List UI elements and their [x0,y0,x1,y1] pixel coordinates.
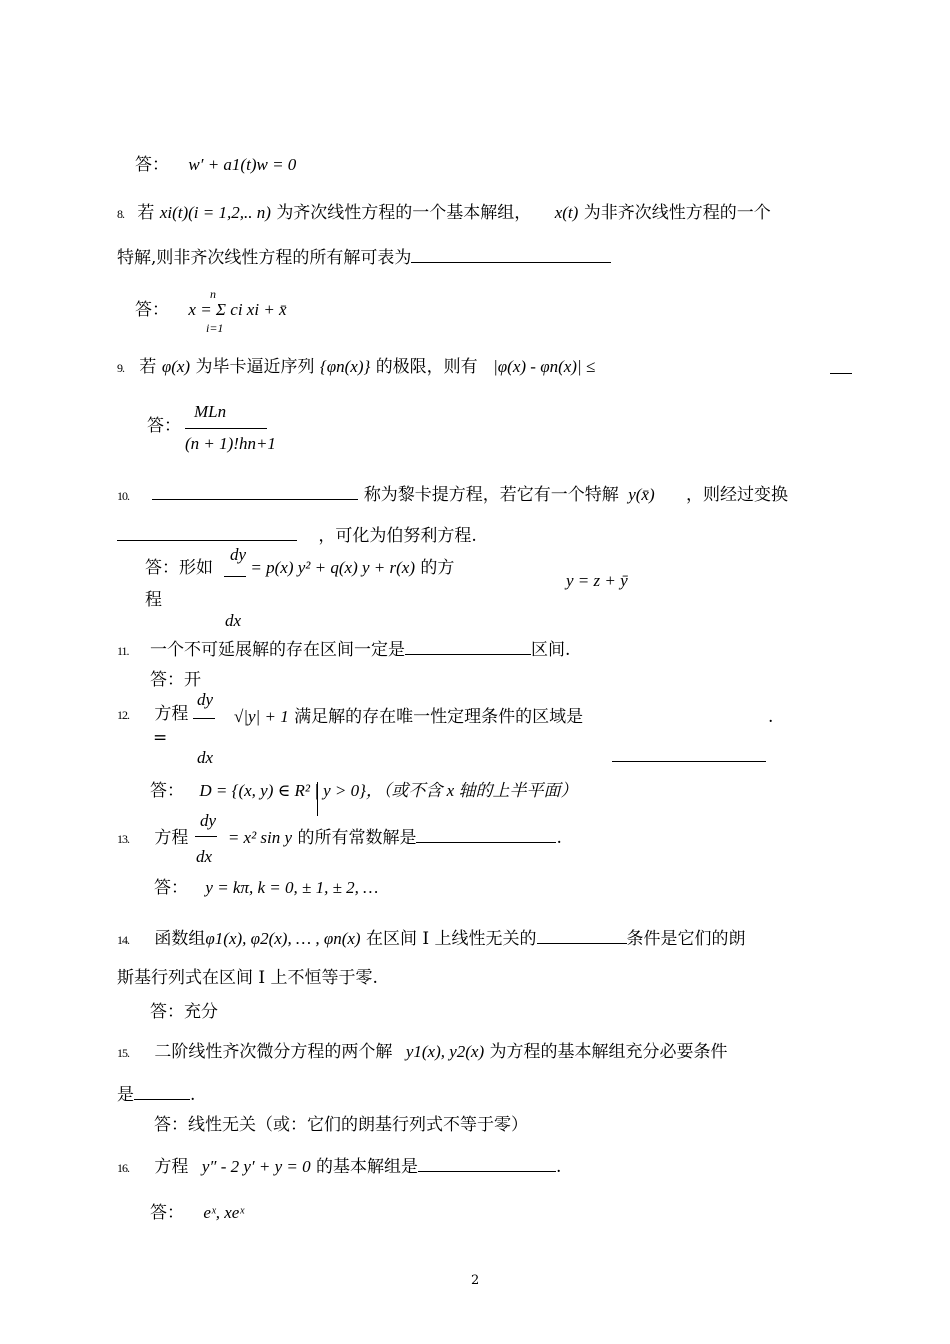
question-text: 二阶线性齐次微分方程的两个解 [154,1042,393,1062]
fraction-numerator: dy [200,811,217,830]
fraction-bar [224,576,246,577]
fraction-denominator: dx [197,748,214,767]
question-text: . [556,828,562,848]
question-text: 满足解的存在唯一性定理条件的区域是 [294,707,584,727]
answer-formula: x = Σ ci xi + x̄ [188,300,287,319]
math-expression: xi(t)(i = 1,2,.. n) [159,203,271,222]
math-expression: φ1(x), φ2(x), … , φn(x) [205,929,361,948]
question-text: 特解,则非齐次线性方程的所有解可表为 [117,248,412,268]
answer-label: 答： [150,1203,184,1223]
answer-label: 答： [150,781,184,801]
question-text: . [190,1085,196,1105]
page-number: 2 [471,1273,480,1288]
question-text: ，可化为伯努利方程. [318,526,477,546]
question-text: 一个不可延展解的存在区间一定是 [149,640,405,660]
math-expression: φ(x) [161,357,191,376]
question-12-rest [234,707,583,727]
question-text: 称为黎卡提方程，若它有一个特解 [363,485,619,505]
equals-sign: = [153,728,168,748]
fraction-bar [193,718,215,719]
fraction-denominator: dx [225,611,242,630]
question-text: 为方程的基本解组充分必要条件 [489,1042,728,1062]
answer-label: 答： [135,155,169,175]
math-expression: y″ - 2 y′ + y = 0 [201,1157,311,1176]
question-text: 函数组 [154,929,206,949]
fraction-bar [185,428,267,429]
fraction-bar [195,836,217,837]
answer-9-denominator: (n + 1)!hn+1 [185,434,276,453]
answer-13 [154,878,378,898]
answer-formula: D = {(x, y) ∈ R² | y > 0}，（或不含 x 轴的上半平面） [199,781,578,800]
question-16 [117,1155,561,1178]
question-text: ，则经过变换 [686,485,789,505]
math-expression: = x² sin y [227,828,293,847]
question-14-line2: 斯基行列式在区间 I 上不恒等于零. [117,968,378,988]
answer-blank[interactable] [830,373,852,374]
answer-14: 答：充分 [150,1002,218,1022]
answer-blank[interactable] [405,638,531,655]
question-number: 12. [117,708,129,722]
answer-formula: eˣ, xeˣ [203,1203,245,1222]
answer-11: 答：开 [150,670,201,690]
question-13 [117,826,562,849]
answer-formula: y = kπ, k = 0, ± 1, ± 2, … [205,878,379,897]
question-text: 为齐次线性方程的一个基本解组， [276,203,532,223]
question-text: 的极限，则有 [375,357,478,377]
question-text: 方程 [154,704,189,724]
question-8 [117,203,771,224]
question-text: . [556,1157,562,1177]
question-number: 10. [117,489,129,503]
question-text: 的所有常数解是 [297,828,417,848]
math-expression: x(t) [554,203,579,222]
answer-blank[interactable] [134,1083,190,1100]
question-text: 若 [137,203,155,223]
question-text: 是 [117,1085,134,1105]
question-text: 若 [139,357,157,377]
math-expression: y1(x), y2(x) [405,1042,485,1061]
question-12 [117,704,188,725]
question-10 [117,483,788,506]
answer-10-transform: y = z + ȳ [566,571,628,590]
question-text: 条件是它们的朗 [626,929,746,949]
answer-9-label: 答： [147,416,181,436]
answer-label: 答：形如 [145,558,213,578]
fraction-denominator: dx [196,847,213,866]
question-text: 的基本解组是 [316,1157,419,1177]
question-text: 方程 [154,828,189,848]
question-text: 方程 [154,1157,189,1177]
answer-blank[interactable] [537,927,627,944]
question-10-line2 [117,524,477,546]
math-expression: {φn(x)} [319,357,371,376]
question-text: 为非齐次线性方程的一个 [583,203,771,223]
answer-10 [145,558,454,578]
answer-7 [135,155,296,175]
question-12-end: . [768,707,774,727]
answer-blank[interactable] [612,761,766,762]
math-expression: y(x̄) [628,485,655,504]
answer-12 [150,781,577,801]
answer-formula: w′ + a1(t)w = 0 [188,155,297,174]
answer-blank[interactable] [418,1155,556,1172]
question-text: 为毕卡逼近序列 [195,357,315,377]
question-number: 14. [117,933,129,947]
fraction-numerator: dy [197,690,214,709]
sum-upper-limit: n [210,287,216,301]
answer-label: 答： [135,300,169,320]
answer-10-wrap: 程 [145,590,162,610]
question-15-line2 [117,1083,195,1105]
answer-label: 答： [154,878,188,898]
set-bar [317,782,318,816]
answer-blank[interactable] [411,246,611,263]
answer-formula: = p(x) y² + q(x) y + r(x) [250,558,415,577]
question-text: 区间. [530,640,571,660]
math-expression: |φ(x) - φn(x)| ≤ [493,357,596,376]
answer-blank[interactable] [117,524,297,541]
sum-lower-limit: i=1 [206,321,224,335]
question-14 [117,927,746,950]
question-15 [117,1042,728,1063]
answer-15: 答：线性无关（或：它们的朗基行列式不等于零） [154,1115,528,1135]
question-number: 16. [117,1161,129,1175]
question-text: 在区间 I 上线性无关的 [366,929,537,949]
answer-16 [150,1203,244,1223]
question-9 [117,357,595,378]
question-number: 11. [117,644,129,658]
question-8-line2 [117,246,611,268]
question-number: 15. [117,1046,129,1060]
question-text: 的方 [420,558,455,578]
question-number: 8. [117,207,124,221]
answer-blank[interactable] [416,826,556,843]
fraction-numerator: dy [230,545,247,564]
answer-9-numerator: MLn [194,402,227,421]
math-expression: √|y| + 1 [234,707,289,726]
question-number: 13. [117,832,129,846]
question-11 [117,638,570,661]
answer-blank[interactable] [152,483,358,500]
question-number: 9. [117,361,124,375]
